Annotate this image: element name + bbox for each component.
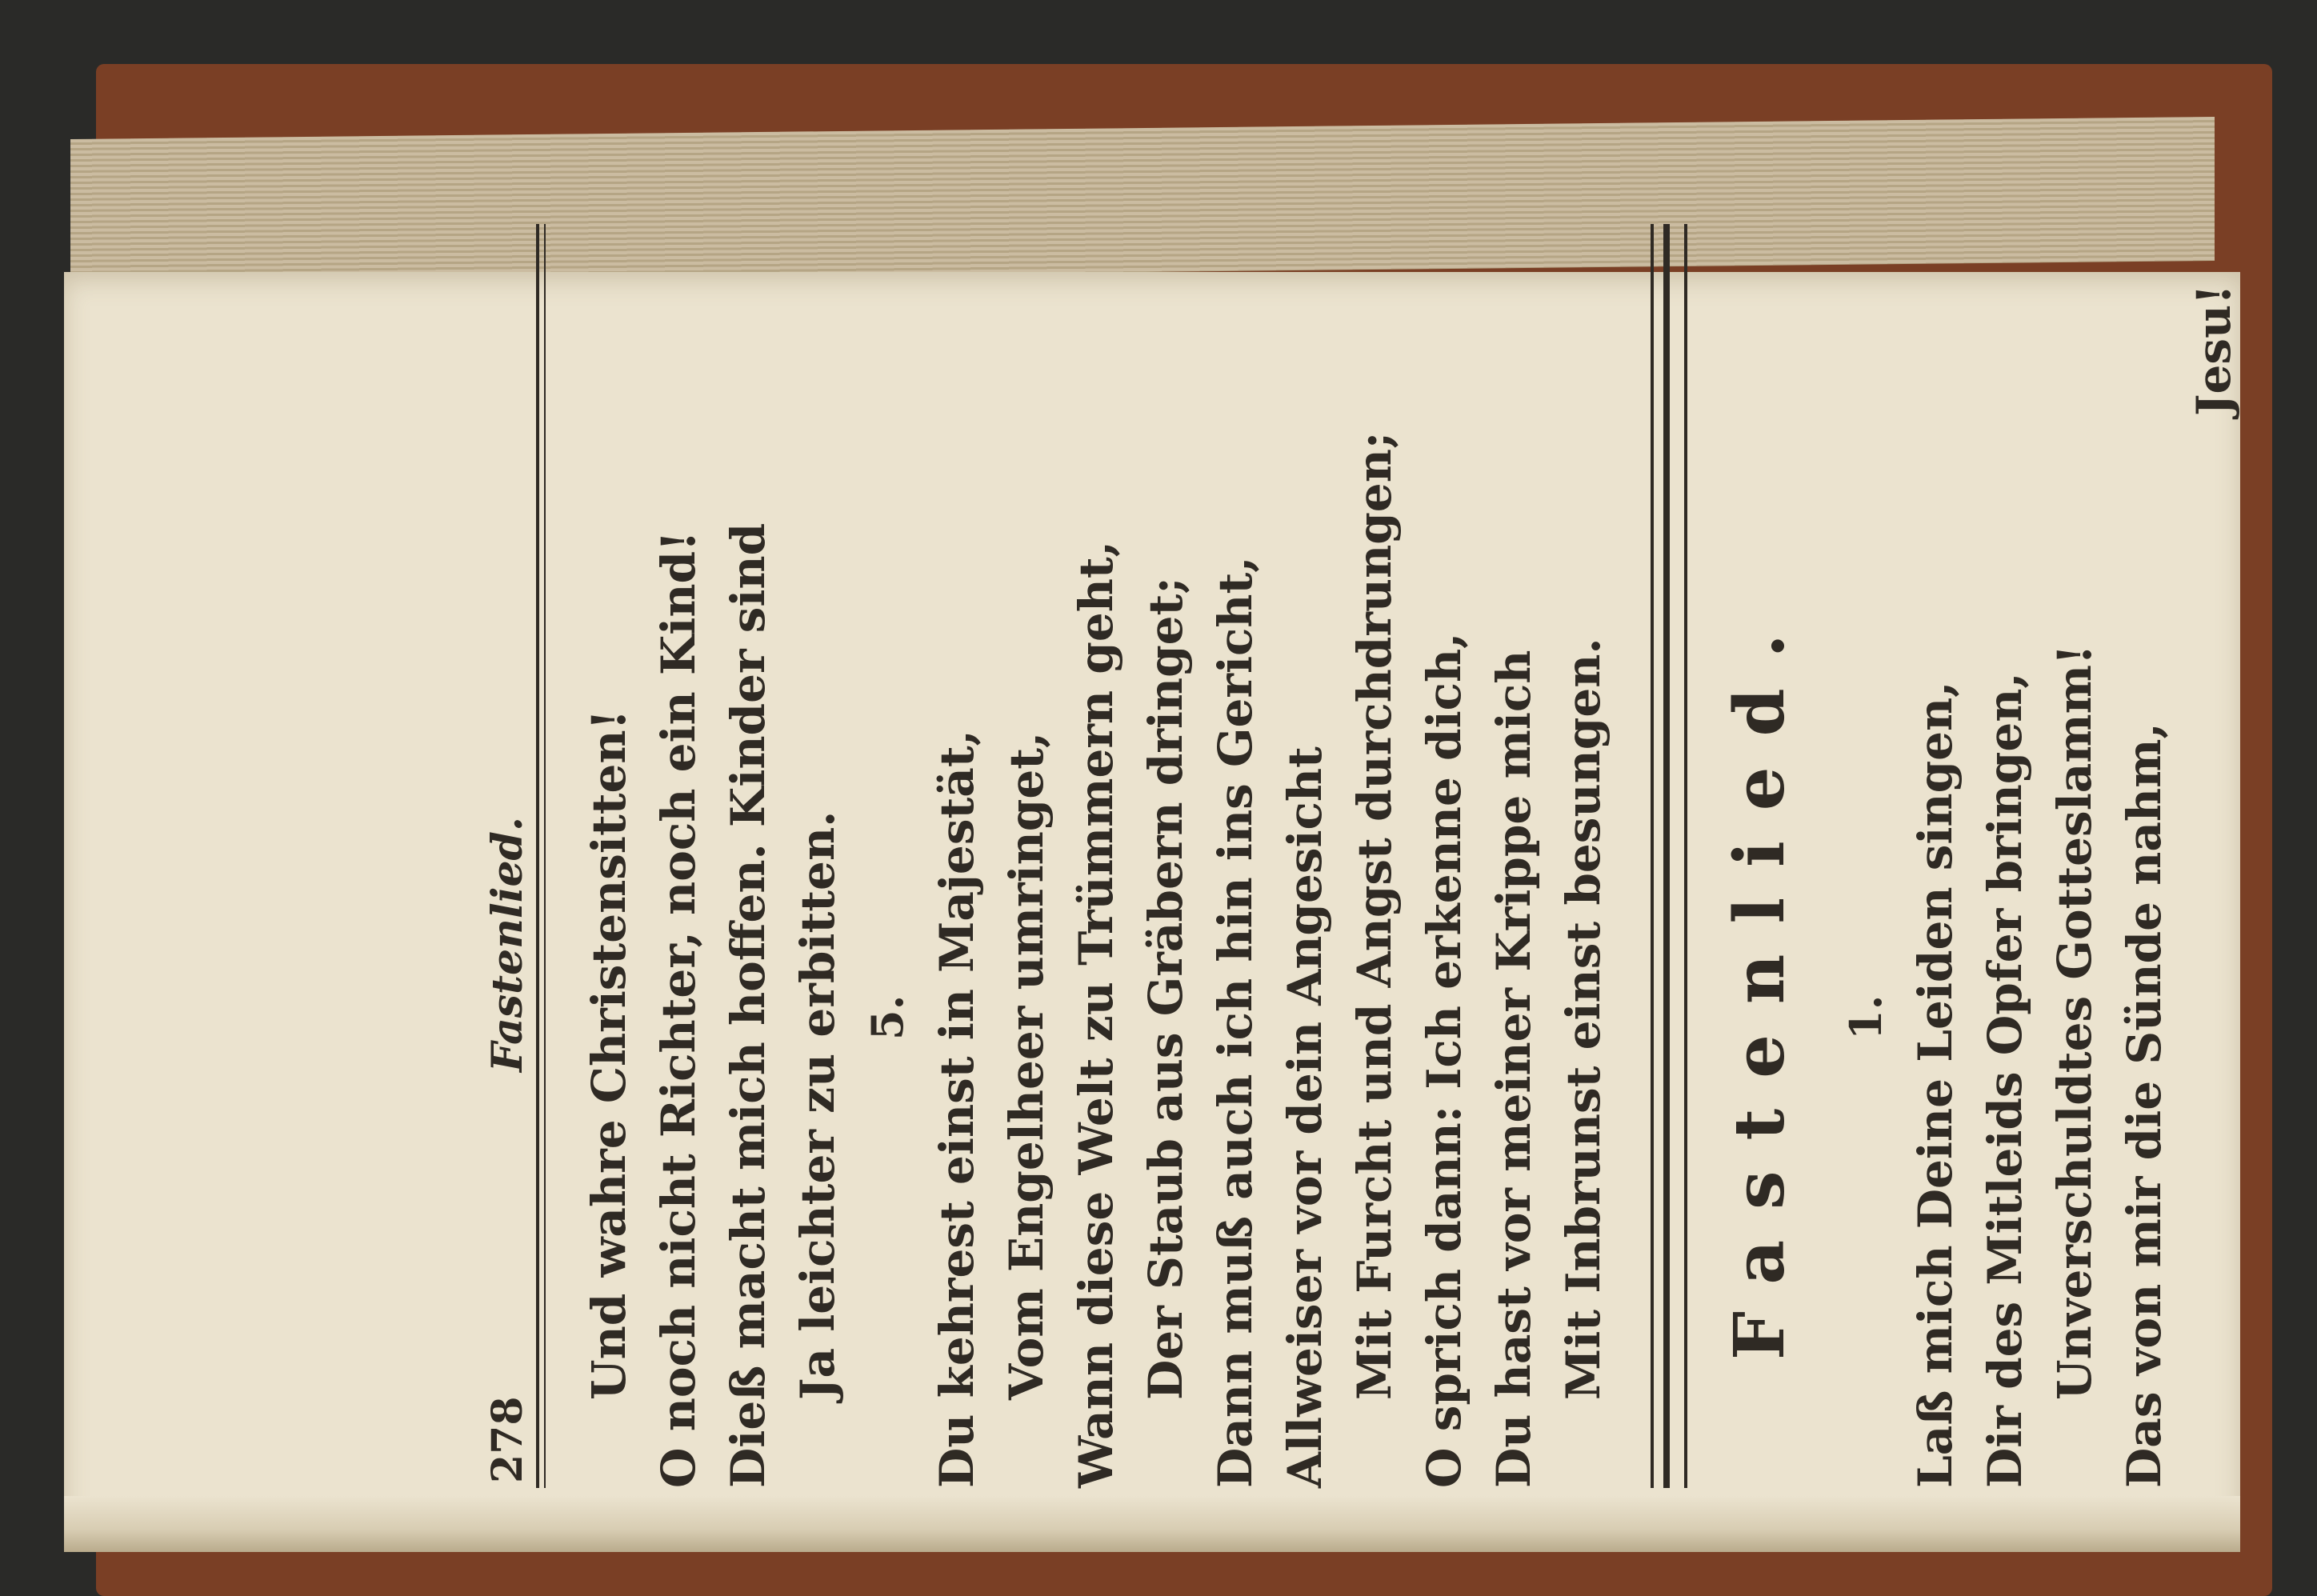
verse-line: Dir des Mitleids Opfer bringen, [1978, 672, 2032, 1488]
verse-line: Unverschuldtes Gotteslamm! [2047, 644, 2102, 1400]
page-text-block [480, 224, 2241, 1488]
verse-number: 5. [862, 994, 913, 1040]
verse-number: 1. [1840, 994, 1891, 1040]
verse-line: Vom Engelheer umringet, [999, 731, 1054, 1400]
verse-continuation [574, 224, 853, 1488]
page-number: 278 [483, 1396, 532, 1483]
running-head: Fastenlied. [483, 816, 532, 1072]
verse-line: Du kehrest einst in Majestät, [930, 730, 984, 1488]
verse-line: Das von mir die Sünde nahm, [2117, 722, 2171, 1488]
book-page [64, 272, 2240, 1552]
verse-line: Und wahre Christensitten! [582, 709, 636, 1400]
verse-line: Jesu! [2187, 284, 2241, 416]
verse-line: Dann muß auch ich hin ins Gericht, [1208, 556, 1263, 1488]
section-divider [1651, 224, 1687, 1488]
verse-1 [1901, 224, 2249, 1488]
verse-line: Der Staub aus Gräbern dringet; [1138, 577, 1193, 1400]
verse-line: Du hast vor meiner Krippe mich [1487, 650, 1541, 1488]
verse-line: Mit Inbrunst einst besungen. [1556, 638, 1611, 1400]
verse-5 [922, 224, 1619, 1488]
verse-line: Mit Furcht und Angst durchdrungen; [1347, 431, 1402, 1400]
verse-line: O sprich dann: Ich erkenne dich, [1417, 632, 1471, 1488]
verse-line: Laß mich Deine Leiden singen, [1908, 681, 1963, 1488]
verse-line: Dieß macht mich hoffen. Kinder sind [721, 522, 775, 1488]
verse-line: O noch nicht Richter, noch ein Kind! [651, 530, 706, 1488]
verse-line: Wann diese Welt zu Trümmern geht, [1069, 541, 1123, 1488]
verse-line: Allweiser vor dein Angesicht [1278, 746, 1332, 1488]
page-header [480, 224, 539, 1488]
section-title: Fastenlied. [1719, 603, 1800, 1360]
verse-line: Ja leichter zu erbitten. [790, 810, 845, 1400]
page-gutter [64, 1496, 2240, 1552]
